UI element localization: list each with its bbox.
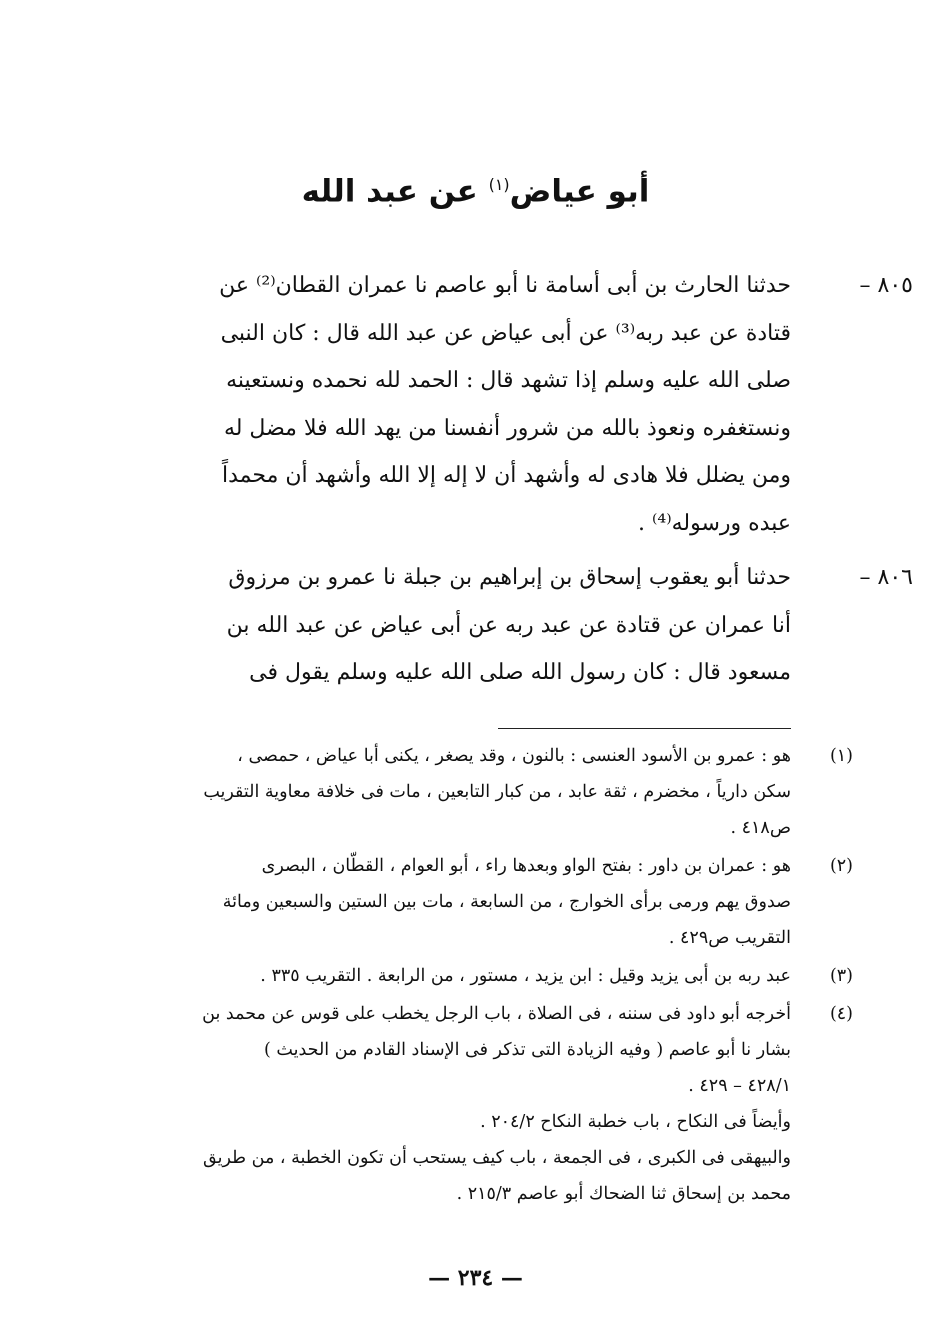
footnote-4 [151, 996, 853, 1212]
chapter-title-name: أبو عياض [509, 173, 650, 210]
hadith-line: قتادة عن عبد ربه⁽³⁾ عن أبى عياض عن عبد الله قال : كان النبى [220, 320, 791, 346]
footnote-number: (١) [829, 746, 853, 766]
footnote-separator [498, 728, 791, 729]
chapter-title-rest: عن عبد الله [301, 173, 478, 210]
chapter-title-footnote-mark: (١) [488, 175, 510, 194]
hadith-number: ٨٠٥ – [859, 273, 913, 298]
hadith-805 [191, 262, 913, 547]
hadith-line: صلى الله عليه وسلم إذا تشهد قال : الحمد لله نحمده ونستعينه [226, 368, 791, 393]
footnote-line: التقريب ص٤٢٩ . [668, 928, 791, 948]
footnotes [151, 738, 853, 1212]
footnote-3 [151, 958, 853, 994]
hadith-line: أنا عمران عن قتادة عن عبد ربه عن أبى عياض عن عبد الله بن [226, 612, 791, 638]
hadith-line: ومن يضلل فلا هادى له وأشهد أن لا إله إلا الله وأشهد أن محمداً [221, 463, 791, 488]
footnote-line: صدوق يهم ورمى برأى الخوارج ، من السابعة ، مات بين الستين والسبعين ومائة [222, 892, 791, 912]
footnote-line: بشار نا أبو عاصم ( وفيه الزيادة التى تذكر فى الإسناد القادم من الحديث ) [264, 1040, 791, 1060]
hadith-line: حدثنا الحارث بن أبى أسامة نا أبو عاصم نا عمران القطان⁽²⁾ عن [219, 273, 791, 298]
footnote-line: هو : عمرو بن الأسود العنسى : بالنون ، وقد يصغر ، يكنى أبا عياض ، حمصى ، [237, 746, 791, 766]
hadith-line: حدثنا أبو يعقوب إسحاق بن إبراهيم بن جبلة نا عمرو بن مرزوق [228, 565, 791, 590]
hadith-number: ٨٠٦ – [859, 565, 913, 590]
hadith-806 [191, 554, 913, 697]
footnote-line: عبد ربه بن أبى يزيد وقيل : ابن يزيد ، مستور ، من الرابعة . التقريب ٣٣٥ . [260, 966, 791, 986]
hadith-line: ونستغفره ونعوذ بالله من شرور أنفسنا من يهد الله فلا مضل له [223, 415, 791, 441]
footnote-line: سكن دارياً ، مخضرم ، ثقة عابد ، من كبار التابعين ، مات فى خلافة معاوية التقريب [203, 782, 791, 802]
footnote-1 [151, 738, 853, 846]
footnote-line: أخرجه أبو داود فى سننه ، فى الصلاة ، باب الرجل يخطب على قوس عن محمد بن [202, 1004, 791, 1024]
footnote-line: والبيهقى فى الكبرى ، فى الجمعة ، باب كيف يستحب أن تكون الخطبة ، من طريق [203, 1148, 791, 1168]
footnote-number: (٢) [829, 856, 853, 876]
footnote-number: (٤) [829, 1004, 853, 1024]
footnote-number: (٣) [829, 966, 853, 986]
footnote-line: ص٤١٨ . [730, 818, 791, 838]
page-number: — ٢٣٤ — [428, 1265, 523, 1291]
footnote-2 [151, 848, 853, 956]
hadith-line: عبده ورسوله⁽⁴⁾ . [638, 510, 791, 536]
chapter-title [0, 160, 951, 216]
footnote-line: ٤٢٨/١ – ٤٢٩ . [688, 1076, 791, 1096]
footnote-line: وأيضاً فى النكاح ، باب خطبة النكاح ٢٠٤/٢ . [480, 1112, 791, 1132]
footnote-line: هو : عمران بن داور : بفتح الواو وبعدها راء ، أبو العوام ، القطّان ، البصرى [261, 856, 791, 876]
hadith-line: مسعود قال : كان رسول الله صلى الله عليه وسلم يقول فى [249, 660, 791, 685]
footnote-line: محمد بن إسحاق ثنا الضحاك أبو عاصم ٢١٥/٣ . [456, 1184, 791, 1204]
